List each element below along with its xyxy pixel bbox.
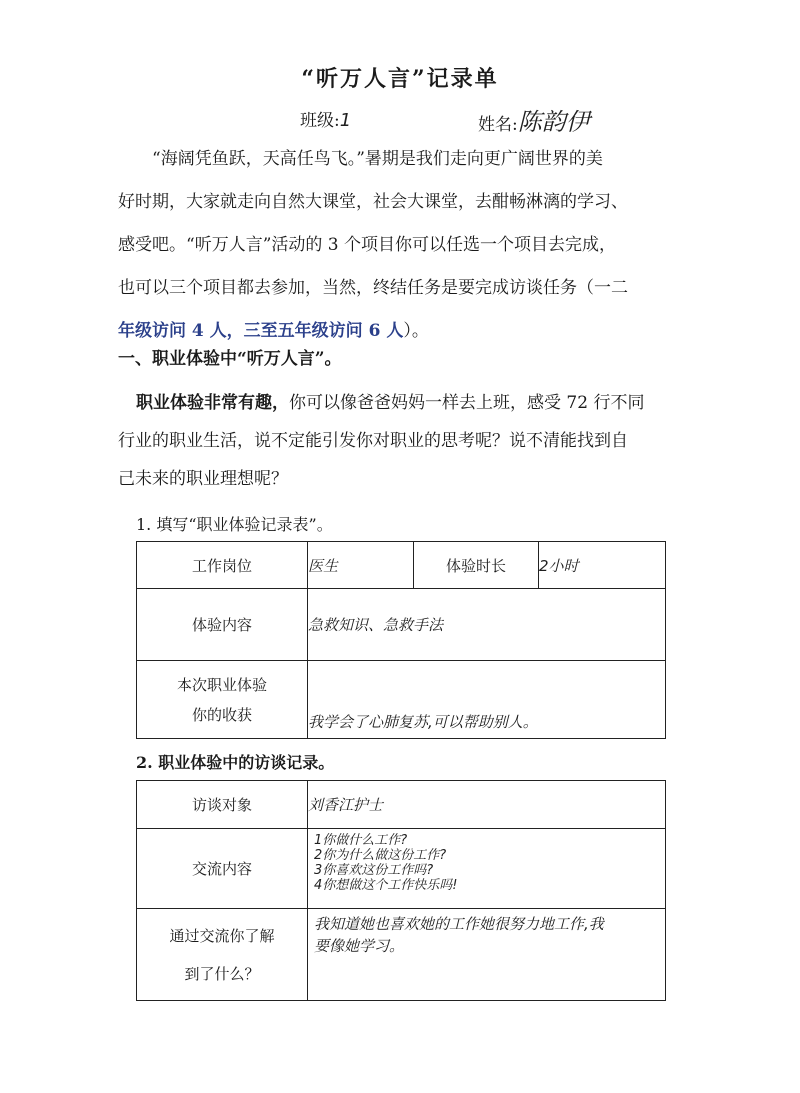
section1-bold: 职业体验非常有趣， bbox=[136, 393, 289, 413]
content-value: 急救知识、急救手法 bbox=[308, 589, 666, 661]
job-label: 工作岗位 bbox=[137, 542, 308, 589]
talk-label: 交流内容 bbox=[137, 829, 308, 909]
subheading-2: 2. 职业体验中的访谈记录。 bbox=[136, 753, 335, 772]
intro-highlight: 年级访问 4 人，三至五年级访问 6 人 bbox=[118, 321, 404, 341]
class-value: 1 bbox=[339, 110, 352, 131]
gain-label bbox=[137, 661, 308, 739]
section1-rest: 你可以像爸爸妈妈一样去上班，感受 72 行不同 bbox=[289, 393, 645, 413]
talk-line: 3你喜欢这份工作吗? bbox=[314, 863, 434, 878]
intro-line: 感受吧。“听万人言”活动的 3 个项目你可以任选一个项目去完成， bbox=[118, 235, 617, 255]
learn-label-line: 到了什么？ bbox=[184, 964, 260, 983]
intro-paragraph bbox=[118, 138, 678, 353]
intro-line: “海阔凭鱼跃，天高任鸟飞。”暑期是我们走向更广阔世界的美 bbox=[152, 149, 603, 169]
gain-value: 我学会了心肺复苏,可以帮助别人。 bbox=[308, 661, 666, 739]
page-title: “听万人言”记录单 bbox=[301, 66, 499, 92]
class-label: 班级: bbox=[300, 111, 340, 131]
name-label: 姓名: bbox=[478, 115, 518, 135]
interview-table bbox=[136, 780, 666, 1001]
target-value: 刘香江护士 bbox=[308, 781, 666, 829]
duration-label: 体验时长 bbox=[414, 542, 539, 589]
learn-label-line: 通过交流你了解 bbox=[169, 926, 275, 945]
talk-line: 2你为什么做这份工作? bbox=[314, 848, 447, 863]
table-row bbox=[137, 781, 666, 829]
table-row bbox=[137, 589, 666, 661]
section1-paragraph bbox=[118, 384, 698, 498]
learn-line: 我知道她也喜欢她的工作她很努力地工作,我 bbox=[314, 915, 604, 933]
intro-line: 好时期，大家就走向自然大课堂，社会大课堂，去酣畅淋漓的学习、 bbox=[118, 192, 628, 212]
target-label: 访谈对象 bbox=[137, 781, 308, 829]
talk-line: 1你做什么工作? bbox=[314, 833, 408, 848]
talk-line: 4你想做这个工作快乐吗! bbox=[314, 878, 458, 893]
table-row bbox=[137, 909, 666, 1001]
learn-label bbox=[137, 909, 308, 1001]
learn-line: 要像她学习。 bbox=[314, 937, 405, 955]
duration-value: 2小时 bbox=[539, 542, 666, 589]
table-row bbox=[137, 829, 666, 909]
intro-line: 也可以三个项目都去参加，当然，终结任务是要完成访谈任务（一二 bbox=[118, 278, 628, 298]
name-value: 陈韵伊 bbox=[517, 108, 590, 136]
name-field bbox=[478, 102, 590, 137]
section1-line: 行业的职业生活，说不定能引发你对职业的思考呢？说不清能找到自 bbox=[118, 431, 628, 451]
table-row bbox=[137, 542, 666, 589]
section1-line: 己未来的职业理想呢？ bbox=[118, 469, 288, 489]
intro-end: ）。 bbox=[403, 321, 429, 341]
gain-label-line: 你的收获 bbox=[191, 705, 252, 724]
talk-value bbox=[308, 829, 666, 909]
experience-table bbox=[136, 541, 666, 739]
section1-heading: 一、职业体验中“听万人言”。 bbox=[118, 349, 342, 369]
gain-label-line: 本次职业体验 bbox=[176, 675, 267, 694]
content-label: 体验内容 bbox=[137, 589, 308, 661]
class-field bbox=[300, 106, 351, 131]
job-value: 医生 bbox=[308, 542, 414, 589]
learn-value bbox=[308, 909, 666, 1001]
subheading-1: 1. 填写“职业体验记录表”。 bbox=[136, 515, 333, 534]
section1-line bbox=[118, 384, 698, 422]
table-row bbox=[137, 661, 666, 739]
